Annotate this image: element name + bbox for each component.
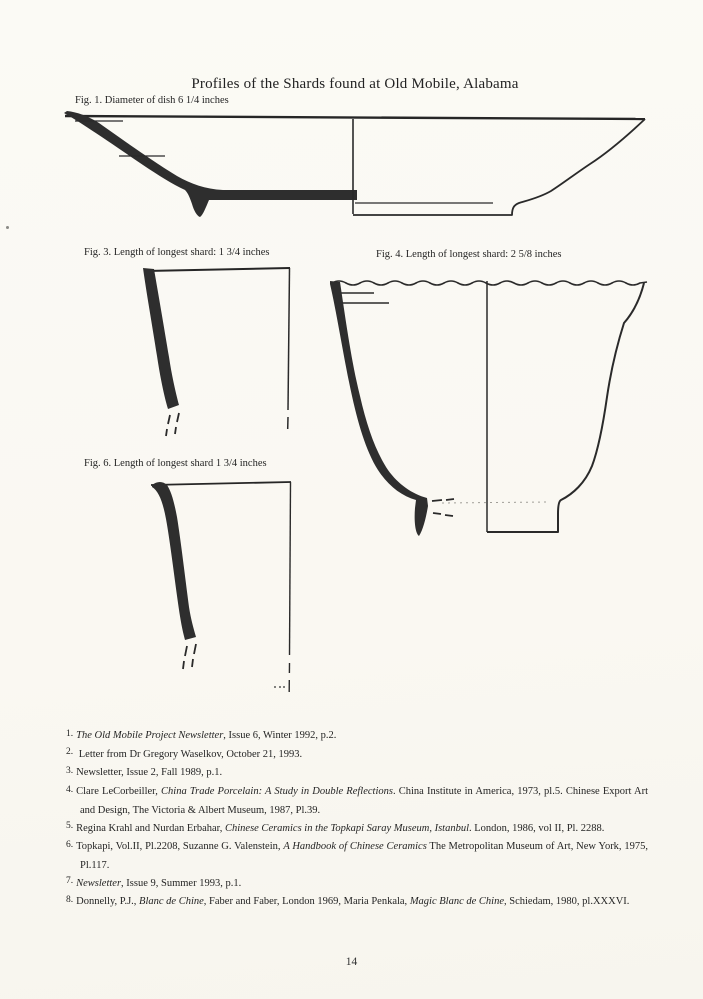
footnote-text: , Schiedam, 1980, pl.XXXVI. [504, 896, 630, 908]
fig6-caption: Fig. 6. Length of longest shard 1 3/4 inches [84, 458, 267, 469]
footnote-text: Chinese Ceramics in the Topkapi Saray Museum, Istanbul [224, 822, 469, 834]
footnote [66, 727, 648, 746]
footnote [66, 764, 648, 783]
footnote-text: Magic Blanc de Chine [409, 896, 504, 908]
footnote-text: Letter from Dr Gregory Waselkov, October 21, 1993. [76, 748, 303, 760]
footnote-text: A Handbook of Chinese Ceramics [283, 841, 427, 853]
footnote [66, 893, 648, 912]
footnote-number: 3. [66, 765, 74, 776]
fig3-drawing [138, 262, 298, 437]
footnote-text: , Issue 6, Winter 1992, p.2. [223, 730, 337, 741]
footnote-text: . London, 1986, vol II, Pl. 2288. [469, 822, 605, 834]
fig1-caption: Fig. 1. Diameter of dish 6 1/4 inches [75, 95, 229, 106]
page-title: Profiles of the Shards found at Old Mobile, Alabama [191, 76, 519, 92]
footnote-text: Blanc de Chine [139, 896, 204, 908]
fig1-drawing [55, 110, 655, 232]
footnote-text: , Issue 9, Summer 1993, p.1. [121, 877, 242, 889]
footnote-number: 7. [66, 876, 74, 887]
footnote-number: 5. [66, 821, 74, 832]
footnote-text: . China Institute in America, 1973, pl.5. Chinese Export Art and Design, The Victoria & Albert Museum, 1987, Pl.39. [80, 786, 649, 816]
footnote-number: 1. [66, 728, 74, 739]
footnote [66, 746, 648, 765]
footnotes-list [66, 727, 648, 912]
page-number: 14 [345, 956, 358, 968]
fig4-caption: Fig. 4. Length of longest shard: 2 5/8 inches [376, 249, 562, 260]
footnote-text: Clare LeCorbeiller, [76, 786, 162, 798]
footnote [66, 875, 648, 894]
footnote-text: Topkapi, Vol.II, Pl.2208, Suzanne G. Valenstein, [76, 841, 284, 853]
footnote-text: Donnelly, P.J., [76, 896, 140, 908]
footnote [66, 838, 648, 874]
footnote-number: 2. [66, 747, 74, 758]
footnote [66, 783, 648, 819]
footnote-number: 4. [66, 784, 74, 795]
footnote-text: China Trade Porcelain: A Study in Double Reflections [161, 786, 393, 798]
footnote-text: Newsletter, Issue 2, Fall 1989, p.1. [76, 767, 223, 779]
footnote-number: 8. [66, 894, 74, 905]
footnote-text: Newsletter [76, 877, 122, 889]
footnote-text: The Old Mobile Project Newsletter [76, 730, 224, 741]
fig4-drawing [330, 270, 658, 548]
fig3-caption: Fig. 3. Length of longest shard: 1 3/4 inches [84, 247, 270, 258]
footnote-number: 6. [66, 839, 74, 850]
footnote-text: The Metropolitan Museum of Art, New York, 1975, Pl.117. [80, 841, 648, 871]
footnote-text: , Faber and Faber, London 1969, Maria Penkala, [203, 896, 410, 908]
fig6-drawing [138, 477, 303, 699]
footnote [66, 820, 648, 839]
footnote-text: Regina Krahl and Nurdan Erbahar, [76, 822, 225, 834]
scan-speck [6, 226, 9, 229]
